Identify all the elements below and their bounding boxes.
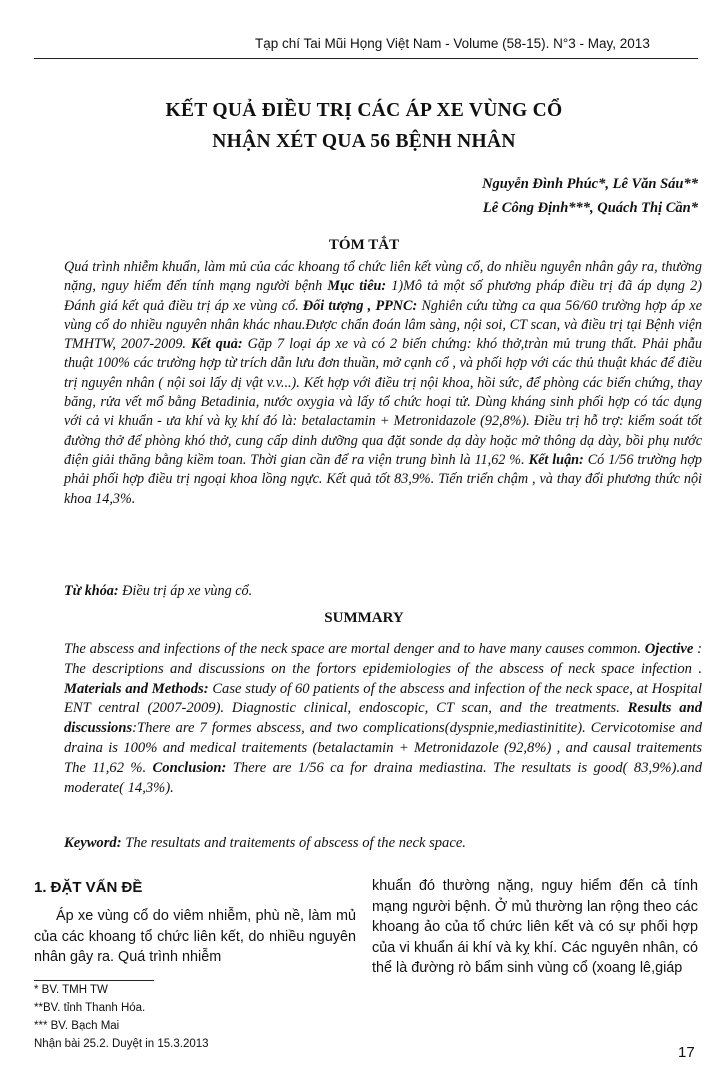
label-conclusion: Kết luận: xyxy=(528,451,584,468)
label-methods-en: Materials and Methods: xyxy=(64,680,209,697)
label-results: Kết quả: xyxy=(191,336,243,353)
abstract-english: The abscess and infections of the neck space are mortal denger and to have many causes common. Ojective : The descriptions and discussions on the fortors epidemiologies of the abscess of neck space infection . Materials and Methods: Case study of 60 patients of the abscess and infection of the neck space, at Hospital ENT central (2007-2009). Diagnostic clinical, endoscopic, CT scan, and the treatments. Results and discussions:There are 7 formes abscess, and two complications(dyspnie,mediastinitite). Cervicotomise and draina is 100% and medical traitements (betalactamin + Metronidazole (92,8%) , and causal traitements The 11,62 %. Conclusion: There are 1/56 ca for draina mediastina. The resultats is good( 83,9%).and moderate( 14,3%). xyxy=(64,641,702,796)
footnote-2: **BV. tỉnh Thanh Hóa. xyxy=(34,1002,146,1014)
footnote-1: * BV. TMH TW xyxy=(34,984,108,996)
running-header: Tạp chí Tai Mũi Họng Việt Nam - Volume (58-15). N°3 - May, 2013 xyxy=(255,36,650,51)
label-subjects-methods: Đối tượng , PPNC: xyxy=(302,297,418,314)
footnote-3: *** BV. Bạch Mai xyxy=(34,1020,120,1032)
footnote-rule xyxy=(34,980,154,981)
section-heading-introduction: 1. ĐẶT VẤN ĐỀ xyxy=(34,879,143,896)
authors-line-2: Lê Công Định***, Quách Thị Cần* xyxy=(482,200,698,216)
label-objective-en: Ojective xyxy=(644,641,694,657)
label-results-en: Results and discussions xyxy=(64,700,702,737)
abstract-vietnamese: Quá trình nhiễm khuẩn, làm mủ của các khoang tổ chức liên kết vùng cổ, do nhiều nguyên nhân gây ra, thường nặng, nguy hiểm đến tính mạng người bệnh Mục tiêu: 1)Mô tả một số phương pháp điều trị đã áp dụng 2) Đánh giá kết quả điều trị áp xe vùng cổ. Đối tượng , PPNC: Nghiên cứu từng ca qua 56/60 trường hợp áp xe vùng cổ do nhiều nguyên nhân khác nhau.Được chẩn đoán lâm sàng, nội soi, CT scan, và điều trị tại Bệnh viện TMHTW, 2007-2009. Kết quả: Gặp 7 loại áp xe và có 2 biến chứng: khó thở,tràn mủ trung thất. Phải phẫu thuật 100% các trường hợp từ trích dẫn lưu đơn thuần, mở cạnh cổ , và phối hợp với các thủ thuật khác để điều trị nguyên nhân ( nội soi lấy dị vật v.v...). Kết hợp với điều trị nội khoa, hồi sức, để phòng các biến chứng, thay băng, rửa vết mổ bằng Betadinia, nước oxygia và lấy tổ chức hoại tử. Dùng kháng sinh phối hợp có tác dụng với cả vi khuẩn - ưa khí và kỵ khí đó là: betalactamin + Metronidazole (92,8%). Điều trị hỗ trợ: kiểm soát tốt đường thở để phòng khó thở, cung cấp dinh dưỡng qua đặt sonde dạ dày hoặc mở thông dạ dày, bồi phụ nước điện giải thăng bằng kiềm toan. Thời gian cần để ra viện trung bình là 11,62 %. Kết luận: Có 1/56 trường hợp phải phối hợp điều trị ngoại khoa lồng ngực. Kết quả tốt 83,9%. Tiến triển chậm , và thay đổi phương thức nội khoa 14,3%. xyxy=(64,259,702,507)
article-title-line-2: NHẬN XÉT QUA 56 BỆNH NHÂN xyxy=(212,131,516,152)
authors-line-1: Nguyễn Đình Phúc*, Lê Văn Sáu** xyxy=(482,176,698,192)
received-date: Nhận bài 25.2. Duyệt in 15.3.2013 xyxy=(34,1038,209,1050)
body-right-column: khuẩn đó thường nặng, nguy hiểm đến cả tính mạng người bệnh. Ở mủ thường lan rộng theo các khoang ảo của tổ chức liên kết và có sự phối hợp của vi khuẩn ái khí và kỵ khí. Các nguyên nhân, có thể là đường rò bẩm sinh vùng cổ (xoang lê,giáp xyxy=(372,878,698,977)
label-objective: Mục tiêu: xyxy=(327,278,387,295)
article-title-line-1: KẾT QUẢ ĐIỀU TRỊ CÁC ÁP XE VÙNG CỔ xyxy=(165,100,563,121)
header-rule xyxy=(34,58,698,59)
label-conclusion-en: Conclusion: xyxy=(152,759,227,776)
summary-heading: SUMMARY xyxy=(324,610,404,626)
body-left-column: Áp xe vùng cổ do viêm nhiễm, phù nề, làm mủ của các khoang tổ chức liên kết, do nhiều nguyên nhân gây ra. Quá trình nhiễm xyxy=(34,908,356,966)
keywords-vietnamese: Từ khóa: Điều trị áp xe vùng cổ. xyxy=(64,583,253,599)
keywords-english: Keyword: The resultats and traitements of abscess of the neck space. xyxy=(64,835,466,851)
page-number: 17 xyxy=(678,1044,695,1061)
abstract-heading: TÓM TẮT xyxy=(328,237,400,253)
